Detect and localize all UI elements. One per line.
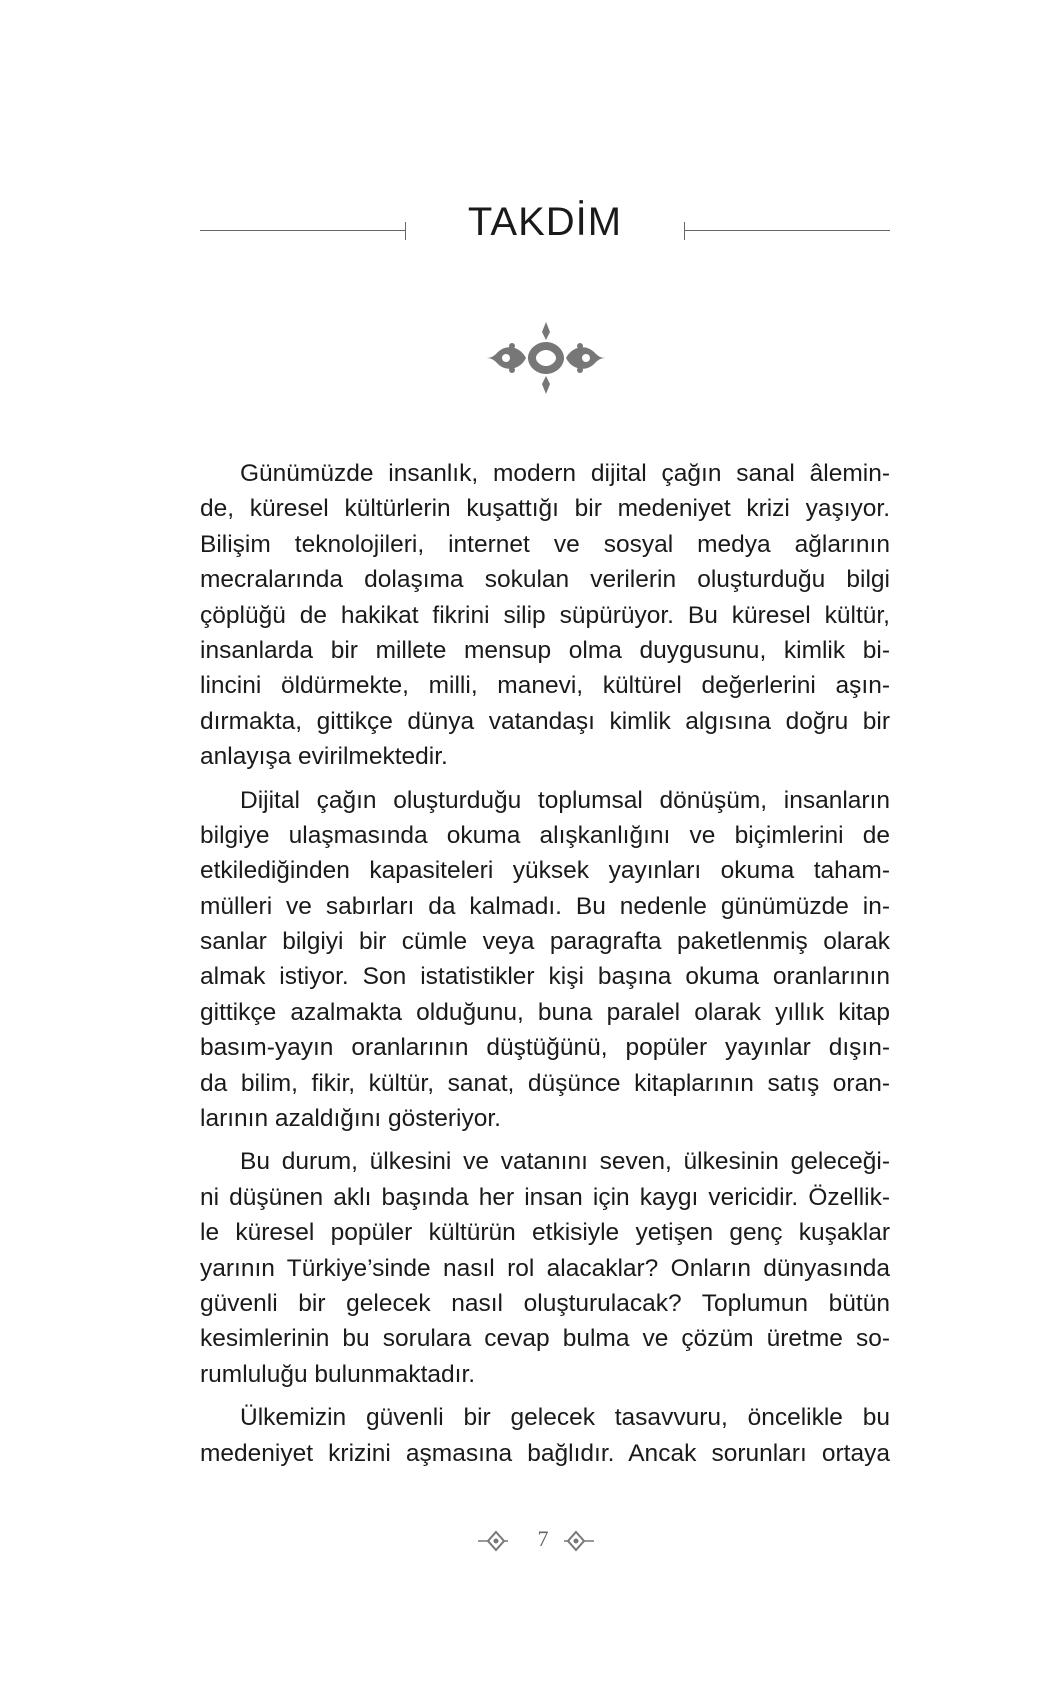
paragraph bbox=[200, 456, 890, 775]
text-line: Dijital çağın oluşturduğu toplumsal dönüşüm, insanların bbox=[240, 786, 890, 814]
diamond-flourish-icon bbox=[564, 1530, 594, 1552]
paragraph bbox=[200, 783, 890, 1137]
text-line: rumluluğu bulunmaktadır. bbox=[200, 1360, 476, 1388]
text-line: almak istiyor. Son istatistikler kişi başına okuma oranlarının bbox=[200, 963, 890, 991]
text-line: insanlarda bir millete mensup olma duygusunu, kimlik bi- bbox=[200, 636, 890, 664]
text-line: Bilişim teknolojileri, internet ve sosyal medya ağlarının bbox=[200, 530, 890, 558]
text-line: güvenli bir gelecek nasıl oluşturulacak? Toplumun bütün bbox=[200, 1289, 890, 1317]
text-line: larının azaldığını gösteriyor. bbox=[200, 1105, 501, 1133]
text-line: dırmakta, gittikçe dünya vatandaşı kimlik algısına doğru bir bbox=[200, 707, 890, 735]
text-line: Ülkemizin güvenli bir gelecek tasavvuru, öncelikle bu bbox=[240, 1404, 890, 1432]
text-line: mecralarında dolaşıma sokulan verilerin oluşturduğu bilgi bbox=[200, 566, 890, 594]
text-line: ni düşünen aklı başında her insan için kaygı vericidir. Özellik- bbox=[200, 1183, 890, 1211]
text-line: mülleri ve sabırları da kalmadı. Bu nedenle günümüzde in- bbox=[200, 892, 890, 920]
text-line: le küresel popüler kültürün etkisiyle yetişen genç kuşaklar bbox=[200, 1219, 890, 1247]
paragraph bbox=[200, 1400, 890, 1471]
body-text bbox=[200, 456, 890, 1479]
page-footer bbox=[0, 1526, 1063, 1556]
text-line: medeniyet krizini aşmasına bağlıdır. Ancak sorunları ortaya bbox=[200, 1439, 890, 1467]
text-line: etkilediğinden kapasiteleri yüksek yayınları okuma taham- bbox=[200, 857, 890, 885]
text-line: lincini öldürmekte, milli, manevi, kültürel değerlerini aşın- bbox=[200, 672, 890, 700]
page-number: 7 bbox=[537, 1526, 549, 1551]
text-line: de, küresel kültürlerin kuşattığı bir medeniyet krizi yaşıyor. bbox=[200, 495, 890, 523]
chapter-title: TAKDİM bbox=[467, 200, 623, 244]
text-line: da bilim, fikir, kültür, sanat, düşünce kitaplarının satış oran- bbox=[200, 1069, 890, 1097]
text-line: Günümüzde insanlık, modern dijital çağın sanal âlemin- bbox=[240, 460, 890, 487]
paragraph bbox=[200, 1144, 890, 1392]
text-line: gittikçe azalmakta olduğunu, buna paralel olarak yıllık kitap bbox=[200, 998, 890, 1026]
chapter-header bbox=[200, 196, 890, 266]
text-line: çöplüğü de hakikat fikrini silip süpürüyor. Bu küresel kültür, bbox=[200, 601, 890, 629]
text-line: yarının Türkiye’sinde nasıl rol alacaklar? Onların dünyasında bbox=[200, 1254, 890, 1282]
text-line: sanlar bilgiyi bir cümle veya paragrafta paketlenmiş olarak bbox=[200, 928, 890, 956]
text-line: anlayışa evirilmektedir. bbox=[200, 743, 448, 771]
header-rule-right bbox=[685, 230, 890, 231]
text-line: kesimlerinin bu sorulara cevap bulma ve çözüm üretme so- bbox=[200, 1325, 890, 1353]
header-tick-right bbox=[684, 222, 685, 240]
diamond-flourish-icon bbox=[478, 1530, 508, 1552]
text-line: Bu durum, ülkesini ve vatanını seven, ülkesinin geleceği- bbox=[240, 1148, 890, 1176]
text-line: basım-yayın oranlarının düştüğünü, popüler yayınlar dışın- bbox=[200, 1034, 890, 1062]
text-line: bilgiye ulaşmasında okuma alışkanlığını ve biçimlerini de bbox=[200, 821, 890, 849]
arabesque-ornament-icon bbox=[486, 322, 606, 394]
